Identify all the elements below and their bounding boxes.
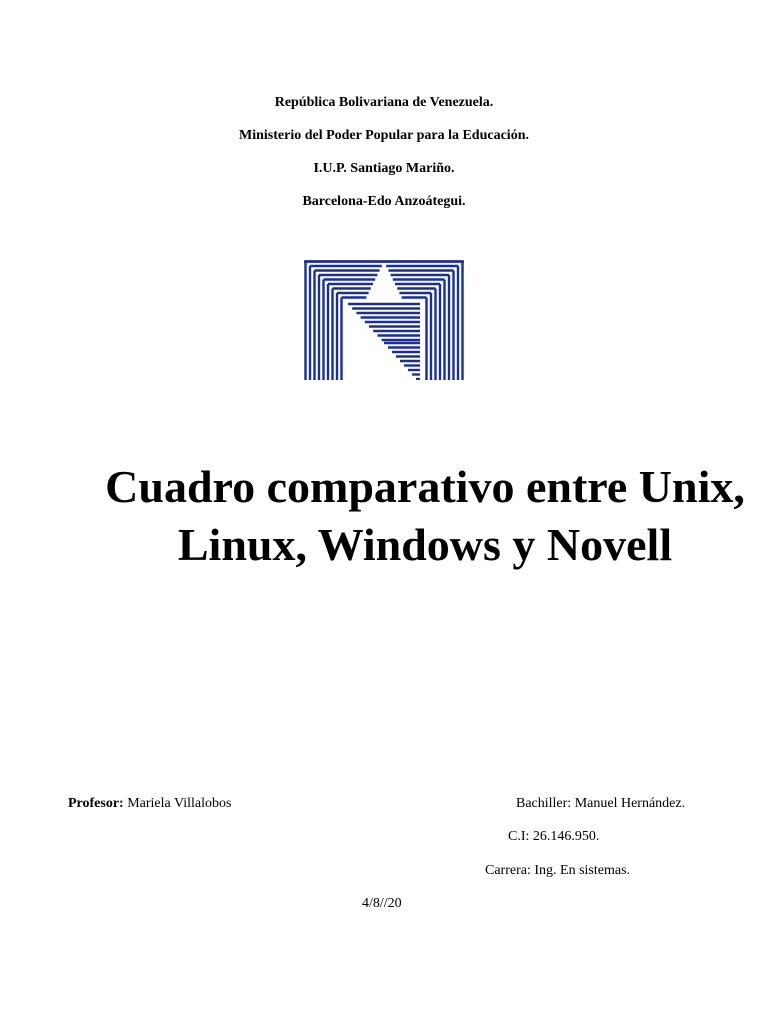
header-location: Barcelona-Edo Anzoátegui. (302, 194, 466, 209)
student-ci: C.I: 26.146.950. (508, 829, 600, 844)
student-career: Carrera: Ing. En sistemas. (485, 863, 631, 878)
student-name: Bachiller: Manuel Hernández. (516, 796, 686, 811)
header-institute: I.U.P. Santiago Mariño. (313, 161, 455, 176)
document-date: 4/8//20 (362, 896, 402, 911)
document-title (100, 458, 750, 574)
title-line-2: Linux, Windows y Novell (177, 519, 673, 570)
header-republic: República Bolivariana de Venezuela. (274, 95, 494, 110)
professor-line (68, 796, 232, 812)
header-ministry: Ministerio del Poder Popular para la Educación. (239, 128, 529, 143)
professor-label: Profesor: (68, 796, 124, 811)
title-line-1: Cuadro comparativo entre Unix, (105, 461, 745, 512)
professor-name: Mariela Villalobos (127, 796, 232, 811)
institute-logo-icon (304, 260, 464, 380)
